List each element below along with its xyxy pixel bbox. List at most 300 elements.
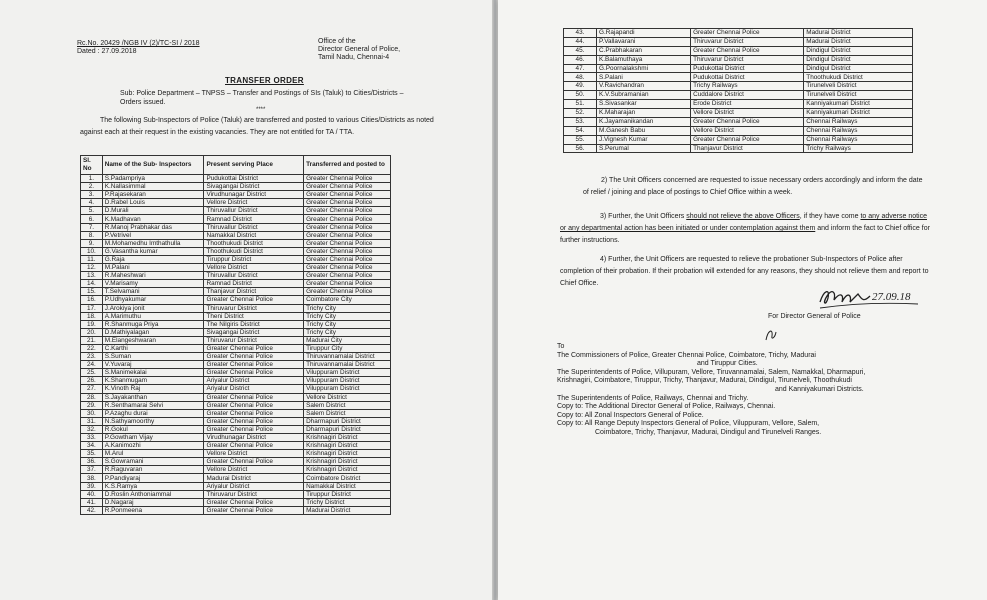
cell-sl-no: 3. (81, 191, 103, 199)
table-row (564, 100, 913, 109)
cell-posted-to: Salem District (304, 409, 391, 417)
table-row (81, 264, 391, 272)
cell-posted-to: Salem District (304, 401, 391, 409)
cell-present-place: Greater Chennai Police (204, 401, 304, 409)
table-row (81, 328, 391, 336)
cell-present-place: Greater Chennai Police (204, 361, 304, 369)
cell-present-place: Greater Chennai Police (204, 425, 304, 433)
cell-posted-to: Tirunelveli District (804, 82, 913, 91)
cell-present-place: Greater Chennai Police (204, 296, 304, 304)
cell-present-place: Vellore District (691, 126, 804, 135)
table-row (81, 401, 391, 409)
cell-posted-to: Greater Chennai Police (304, 280, 391, 288)
table-row (81, 183, 391, 191)
cell-posted-to: Thoothukudi District (804, 73, 913, 82)
cell-posted-to: Trichy District (304, 498, 391, 506)
table-row (81, 490, 391, 498)
table-row (81, 320, 391, 328)
cell-sl-no: 10. (81, 247, 103, 255)
to-line: and Kanniyakumari Districts. (775, 385, 864, 393)
cell-name: K.Balamuthaya (597, 55, 691, 64)
cell-present-place: Pudukottai District (691, 64, 804, 73)
cell-posted-to: Greater Chennai Police (304, 215, 391, 223)
paragraph-3-underlined: should not relieve the above Officers (686, 213, 800, 220)
table-row (564, 55, 913, 64)
cell-present-place: Greater Chennai Police (204, 353, 304, 361)
table-row (81, 247, 391, 255)
cell-posted-to: Krishnagiri District (304, 450, 391, 458)
cell-sl-no: 43. (564, 29, 597, 38)
table-row (564, 64, 913, 73)
cell-present-place: Cuddalore District (691, 91, 804, 100)
cell-posted-to: Dindigul District (804, 64, 913, 73)
cell-present-place: Thiruvarur District (204, 336, 304, 344)
cell-present-place: Vellore District (204, 264, 304, 272)
cell-present-place: Greater Chennai Police (691, 117, 804, 126)
cell-present-place: Ariyalur District (204, 385, 304, 393)
cell-name: G.Poornalakshmi (597, 64, 691, 73)
reference-block (77, 40, 200, 56)
paragraph-3-text: and inform the fact to Chief office for further instructions. (560, 225, 930, 244)
table-row (81, 175, 391, 183)
cell-present-place: Ariyalur District (204, 377, 304, 385)
cell-posted-to: Dharmapuri District (304, 417, 391, 425)
cell-sl-no: 7. (81, 223, 103, 231)
cell-sl-no: 27. (81, 385, 103, 393)
separator-stars: **** (256, 107, 266, 113)
table-row (564, 135, 913, 144)
cell-name: J.Arokiya jonit (102, 304, 204, 312)
cell-posted-to: Tiruppur City (304, 344, 391, 352)
cell-posted-to: Trichy City (304, 304, 391, 312)
cell-posted-to: Greater Chennai Police (304, 191, 391, 199)
cell-present-place: Vellore District (204, 450, 304, 458)
cell-sl-no: 50. (564, 91, 597, 100)
cell-posted-to: Krishnagiri District (304, 458, 391, 466)
cell-sl-no: 4. (81, 199, 103, 207)
header-sl-no: Sl. No (81, 156, 103, 175)
cell-posted-to: Trichy City (304, 328, 391, 336)
cell-present-place: Thiruvallur District (204, 272, 304, 280)
subject-text: Police Department – TNPSS – Transfer and Postings of SIs (Taluk) to Cities/Districts – Orders issued. (120, 90, 404, 106)
cell-name: K.Madhavan (102, 215, 204, 223)
cell-posted-to: Coimbatore City (304, 296, 391, 304)
header-posted-to: Transferred and posted to (304, 156, 391, 175)
table-row (81, 385, 391, 393)
cell-present-place: Thiruvallur District (204, 207, 304, 215)
cell-sl-no: 30. (81, 409, 103, 417)
table-row (564, 117, 913, 126)
order-date: Dated : 27.09.2018 (77, 48, 137, 55)
cell-sl-no: 56. (564, 144, 597, 153)
to-line: and Tiruppur Cities. (697, 360, 758, 368)
cell-name: K.Nallasimmal (102, 183, 204, 191)
to-line: Copy to: The Additional Director General of Police, Railways, Chennai. (557, 403, 776, 411)
cell-name: P.Vetrivel (102, 231, 204, 239)
cell-present-place: Erode District (691, 100, 804, 109)
cell-sl-no: 54. (564, 126, 597, 135)
table-row (81, 361, 391, 369)
cell-present-place: Thiruvallur District (204, 223, 304, 231)
cell-name: C.Karthi (102, 344, 204, 352)
cell-sl-no: 2. (81, 183, 103, 191)
cell-name: R.Gokul (102, 425, 204, 433)
cell-posted-to: Greater Chennai Police (304, 223, 391, 231)
cell-posted-to: Viluppuram District (304, 369, 391, 377)
cell-present-place: Thiruvarur District (691, 37, 804, 46)
transfer-table-continued (563, 28, 913, 153)
table-row (81, 207, 391, 215)
cell-sl-no: 41. (81, 498, 103, 506)
cell-sl-no: 15. (81, 288, 103, 296)
table-row (81, 377, 391, 385)
table-row (81, 425, 391, 433)
cell-name: V.Yuvaraj (102, 361, 204, 369)
cell-sl-no: 36. (81, 458, 103, 466)
cell-present-place: Ramnad District (204, 280, 304, 288)
cell-sl-no: 23. (81, 353, 103, 361)
cell-present-place: Ariyalur District (204, 482, 304, 490)
cell-posted-to: Madurai City (304, 336, 391, 344)
cell-name: J.Vignesh Kumar (597, 135, 691, 144)
cell-name: D.Rabel Louis (102, 199, 204, 207)
cell-name: K.Maharajan (597, 109, 691, 118)
cell-name: C.Prabhakaran (597, 46, 691, 55)
cell-present-place: Greater Chennai Police (204, 506, 304, 514)
cell-posted-to: Thiruvannamalai District (304, 361, 391, 369)
cell-present-place: Greater Chennai Police (204, 409, 304, 417)
cell-present-place: Thiruvarur District (691, 55, 804, 64)
paragraph-2: 2) The Unit Officers concerned are requested to issue necessary orders accordingly and inform the date of relief / joining and place of postings to Chief Office within a week. (583, 177, 923, 196)
cell-sl-no: 17. (81, 304, 103, 312)
cell-name: G.Raja (102, 255, 204, 263)
paragraph-3-underlined: to any adverse notice or any departmental action has been initiated or under contemplation against them (560, 213, 927, 232)
cell-name: R.Ponmeena (102, 506, 204, 514)
cell-posted-to: Viluppuram District (304, 385, 391, 393)
cell-name: S.Manimekalai (102, 369, 204, 377)
table-row (81, 393, 391, 401)
to-label: To (557, 343, 565, 350)
cell-present-place: Sivagangai District (204, 328, 304, 336)
cell-name: P.Azaghu durai (102, 409, 204, 417)
cell-sl-no: 53. (564, 117, 597, 126)
table-row (81, 482, 391, 490)
table-row (81, 223, 391, 231)
cell-posted-to: Greater Chennai Police (304, 247, 391, 255)
cell-present-place: Sivagangai District (204, 183, 304, 191)
cell-present-place: Thiruvarur District (204, 490, 304, 498)
cell-sl-no: 37. (81, 466, 103, 474)
cell-posted-to: Greater Chennai Police (304, 207, 391, 215)
cell-posted-to: Kanniyakumari District (804, 100, 913, 109)
cell-name: M.Palani (102, 264, 204, 272)
cell-present-place: Vellore District (691, 109, 804, 118)
table-row (81, 199, 391, 207)
cell-present-place: Tiruppur District (204, 255, 304, 263)
cell-posted-to: Tiruppur District (304, 490, 391, 498)
cell-present-place: Thoothukudi District (204, 239, 304, 247)
cell-name: R.Senthamarai Selvi (102, 401, 204, 409)
cell-sl-no: 5. (81, 207, 103, 215)
signature-scribble (818, 282, 928, 312)
cell-present-place: Greater Chennai Police (204, 442, 304, 450)
cell-posted-to: Trichy City (304, 312, 391, 320)
cell-name: R.Manoj Prabhakar das (102, 223, 204, 231)
cell-name: R.Shanmuga Priya (102, 320, 204, 328)
table-row (81, 369, 391, 377)
to-line: Copy to: All Zonal Inspectors General of Police. (557, 411, 704, 419)
paragraph-4: 4) Further, the Unit Officers are requested to relieve the probationer Sub-Inspectors of Police after completion of their probation. If their probation will extended for any reasons, they should not relieve them and report to Chief Office. (560, 256, 929, 287)
to-line: Coimbatore, Trichy, Thanjavur, Madurai, Dindigul and Tirunelveli Ranges. (595, 428, 822, 436)
table-row (81, 434, 391, 442)
cell-sl-no: 28. (81, 393, 103, 401)
cell-name: P.Gowtham Vijay (102, 434, 204, 442)
cell-name: K.Vinoth Raj (102, 385, 204, 393)
cell-sl-no: 40. (81, 490, 103, 498)
paragraph-3 (560, 211, 930, 247)
to-line: The Commissioners of Police, Greater Chennai Police, Coimbatore, Trichy, Madurai (557, 351, 816, 359)
table-row (564, 73, 913, 82)
cell-sl-no: 47. (564, 64, 597, 73)
header-present-place: Present serving Place (204, 156, 304, 175)
cell-posted-to: Dindigul District (804, 46, 913, 55)
cell-posted-to: Krishnagiri District (304, 466, 391, 474)
table-row (81, 498, 391, 506)
ref-number: Rc.No. 20429 /NGB IV (2)/TC-SI / 2018 (77, 40, 200, 47)
cell-sl-no: 26. (81, 377, 103, 385)
cell-sl-no: 16. (81, 296, 103, 304)
cell-posted-to: Vellore District (304, 393, 391, 401)
table-row (564, 82, 913, 91)
cell-posted-to: Chennai Railways (804, 135, 913, 144)
signature (818, 282, 928, 312)
cell-name: D.Mathiyalagan (102, 328, 204, 336)
cell-sl-no: 44. (564, 37, 597, 46)
cell-posted-to: Greater Chennai Police (304, 175, 391, 183)
subject-label: Sub: (120, 90, 135, 97)
cell-sl-no: 51. (564, 100, 597, 109)
cell-sl-no: 6. (81, 215, 103, 223)
cell-sl-no: 11. (81, 255, 103, 263)
table-row (81, 255, 391, 263)
cell-posted-to: Kanniyakumari District (804, 109, 913, 118)
cell-name: M.Ganesh Babu (597, 126, 691, 135)
cell-sl-no: 31. (81, 417, 103, 425)
cell-name: A.Marimuthu (102, 312, 204, 320)
cell-posted-to: Greater Chennai Police (304, 199, 391, 207)
cell-posted-to: Madurai District (304, 506, 391, 514)
cell-present-place: Vellore District (204, 199, 304, 207)
cell-present-place: Madurai District (204, 474, 304, 482)
cell-present-place: Pudukottai District (691, 73, 804, 82)
cell-posted-to: Tirunelveli District (804, 91, 913, 100)
cell-name: S.Jayakanthan (102, 393, 204, 401)
cell-posted-to: Dharmapuri District (304, 425, 391, 433)
table-row (81, 344, 391, 352)
cell-name: D.Roslin Anthoniammal (102, 490, 204, 498)
cell-name: D.Nagaraj (102, 498, 204, 506)
cell-present-place: Greater Chennai Police (691, 46, 804, 55)
cell-name: N.Sathyamoorthy (102, 417, 204, 425)
cell-name: M.Elangeshwaran (102, 336, 204, 344)
cell-name: R.Maheshwari (102, 272, 204, 280)
cell-name: K.S.Ramya (102, 482, 204, 490)
cell-posted-to: Trichy City (304, 320, 391, 328)
cell-name: S.Sivasankar (597, 100, 691, 109)
cell-present-place: Virudhunagar District (204, 434, 304, 442)
table-row (81, 417, 391, 425)
cell-present-place: Greater Chennai Police (691, 135, 804, 144)
cell-sl-no: 24. (81, 361, 103, 369)
cell-sl-no: 52. (564, 109, 597, 118)
table-row (81, 466, 391, 474)
cell-present-place: Theni District (204, 312, 304, 320)
cell-posted-to: Madurai District (804, 37, 913, 46)
to-line: The Superintendents of Police, Railways, Chennai and Trichy. (557, 394, 749, 402)
cell-present-place: Greater Chennai Police (204, 458, 304, 466)
cell-sl-no: 35. (81, 450, 103, 458)
cell-posted-to: Namakkal District (304, 482, 391, 490)
cell-sl-no: 42. (81, 506, 103, 514)
cell-sl-no: 34. (81, 442, 103, 450)
cell-name: M.Arul (102, 450, 204, 458)
cell-posted-to: Greater Chennai Police (304, 255, 391, 263)
cell-name: K.V.Subramanian (597, 91, 691, 100)
transfer-table (80, 155, 391, 515)
cell-name: S.Padampriya (102, 175, 204, 183)
cell-sl-no: 29. (81, 401, 103, 409)
cell-sl-no: 25. (81, 369, 103, 377)
table-row (564, 144, 913, 153)
cell-name: S.Perumal (597, 144, 691, 153)
cell-name: P.Udhyakumar (102, 296, 204, 304)
cell-posted-to: Greater Chennai Police (304, 272, 391, 280)
table-row (81, 336, 391, 344)
table-row (81, 191, 391, 199)
cell-name: P.Rajasekaran (102, 191, 204, 199)
cell-sl-no: 1. (81, 175, 103, 183)
office-line: Office of the (318, 38, 356, 45)
table-row (81, 450, 391, 458)
table-row (81, 353, 391, 361)
cell-name: K.Shanmugam (102, 377, 204, 385)
cell-sl-no: 38. (81, 474, 103, 482)
cell-sl-no: 19. (81, 320, 103, 328)
paragraph-3-text: 3) Further, the Unit Officers (600, 213, 687, 220)
table-row (81, 458, 391, 466)
intro-paragraph: The following Sub-Inspectors of Police (Taluk) are transferred and posted to various Cities/Districts as noted against each at their request in the existing vacancies. They are not entitled for TA / TTA. (80, 117, 434, 136)
cell-posted-to: Trichy Railways (804, 144, 913, 153)
cell-name: S.Suman (102, 353, 204, 361)
cell-name: P.Pandiyaraj (102, 474, 204, 482)
cell-present-place: Thanjavur District (204, 288, 304, 296)
cell-posted-to: Greater Chennai Police (304, 239, 391, 247)
cell-posted-to: Greater Chennai Police (304, 264, 391, 272)
signature-line: For Director General of Police (768, 313, 861, 320)
cell-present-place: Thoothukudi District (204, 247, 304, 255)
cell-present-place: Thanjavur District (691, 144, 804, 153)
to-line: The Superintendents of Police, Villupuram, Vellore, Tiruvannamalai, Salem, Namakkal, Dharmapuri, (557, 368, 866, 376)
left-page (0, 0, 492, 600)
cell-name: A.Kanimozhi (102, 442, 204, 450)
cell-posted-to: Madurai District (804, 29, 913, 38)
office-line: Director General of Police, (318, 46, 401, 53)
cell-name: G.Rajapandi (597, 29, 691, 38)
cell-sl-no: 55. (564, 135, 597, 144)
cell-present-place: Trichy Railways (691, 82, 804, 91)
header-name: Name of the Sub- Inspectors (102, 156, 204, 175)
table-row (81, 442, 391, 450)
cell-sl-no: 22. (81, 344, 103, 352)
cell-sl-no: 20. (81, 328, 103, 336)
cell-sl-no: 33. (81, 434, 103, 442)
cell-sl-no: 32. (81, 425, 103, 433)
cell-present-place: Thiruvarur District (204, 304, 304, 312)
signature-date: 27.09.18 (872, 291, 911, 303)
cell-name: G.Vasantha kumar (102, 247, 204, 255)
distribution-list (557, 343, 927, 438)
cell-sl-no: 13. (81, 272, 103, 280)
cell-sl-no: 48. (564, 73, 597, 82)
table-row (81, 296, 391, 304)
subject (120, 89, 420, 107)
to-line: Copy to: All Range Deputy Inspectors General of Police, Viluppuram, Vellore, Salem, (557, 420, 820, 428)
cell-posted-to: Chennai Railways (804, 117, 913, 126)
cell-name: S.Palani (597, 73, 691, 82)
cell-name: P.Vallavarani (597, 37, 691, 46)
table-row (564, 91, 913, 100)
cell-name: M.Mohamedhu Imthathulla (102, 239, 204, 247)
table-row (81, 280, 391, 288)
to-line: Krishnagiri, Coimbatore, Tiruppur, Trichy, Thanjavur, Madurai, Dindigul, Tirunelveli, Thoothukudi (557, 377, 852, 385)
cell-posted-to: Greater Chennai Police (304, 288, 391, 296)
office-address (318, 38, 400, 62)
cell-present-place: The Nilgiris District (204, 320, 304, 328)
cell-posted-to: Chennai Railways (804, 126, 913, 135)
table-row (564, 126, 913, 135)
table-row (564, 29, 913, 38)
table-row (81, 288, 391, 296)
cell-name: S.Gowramani (102, 458, 204, 466)
cell-sl-no: 49. (564, 82, 597, 91)
cell-posted-to: Greater Chennai Police (304, 183, 391, 191)
cell-name: R.Raguvaran (102, 466, 204, 474)
cell-name: K.Jayamanikandan (597, 117, 691, 126)
table-row (81, 474, 391, 482)
cell-name: V.Ravichandran (597, 82, 691, 91)
table-row (564, 46, 913, 55)
cell-posted-to: Dindigul District (804, 55, 913, 64)
paragraph-3-text: , if they have come (799, 213, 861, 220)
cell-sl-no: 46. (564, 55, 597, 64)
table-row (81, 304, 391, 312)
cell-posted-to: Krishnagiri District (304, 434, 391, 442)
cell-present-place: Greater Chennai Police (204, 393, 304, 401)
table-row (81, 239, 391, 247)
cell-posted-to: Greater Chennai Police (304, 231, 391, 239)
cell-sl-no: 12. (81, 264, 103, 272)
order-title: TRANSFER ORDER (225, 76, 304, 85)
cell-posted-to: Thiruvannamalai District (304, 353, 391, 361)
cell-name: V.Marisamy (102, 280, 204, 288)
cell-sl-no: 8. (81, 231, 103, 239)
cell-name: T.Selvamani (102, 288, 204, 296)
cell-present-place: Pudukottai District (204, 175, 304, 183)
cell-posted-to: Krishnagiri District (304, 442, 391, 450)
office-line: Tamil Nadu, Chennai-4 (318, 54, 390, 61)
table-row (564, 109, 913, 118)
cell-present-place: Vellore District (204, 466, 304, 474)
